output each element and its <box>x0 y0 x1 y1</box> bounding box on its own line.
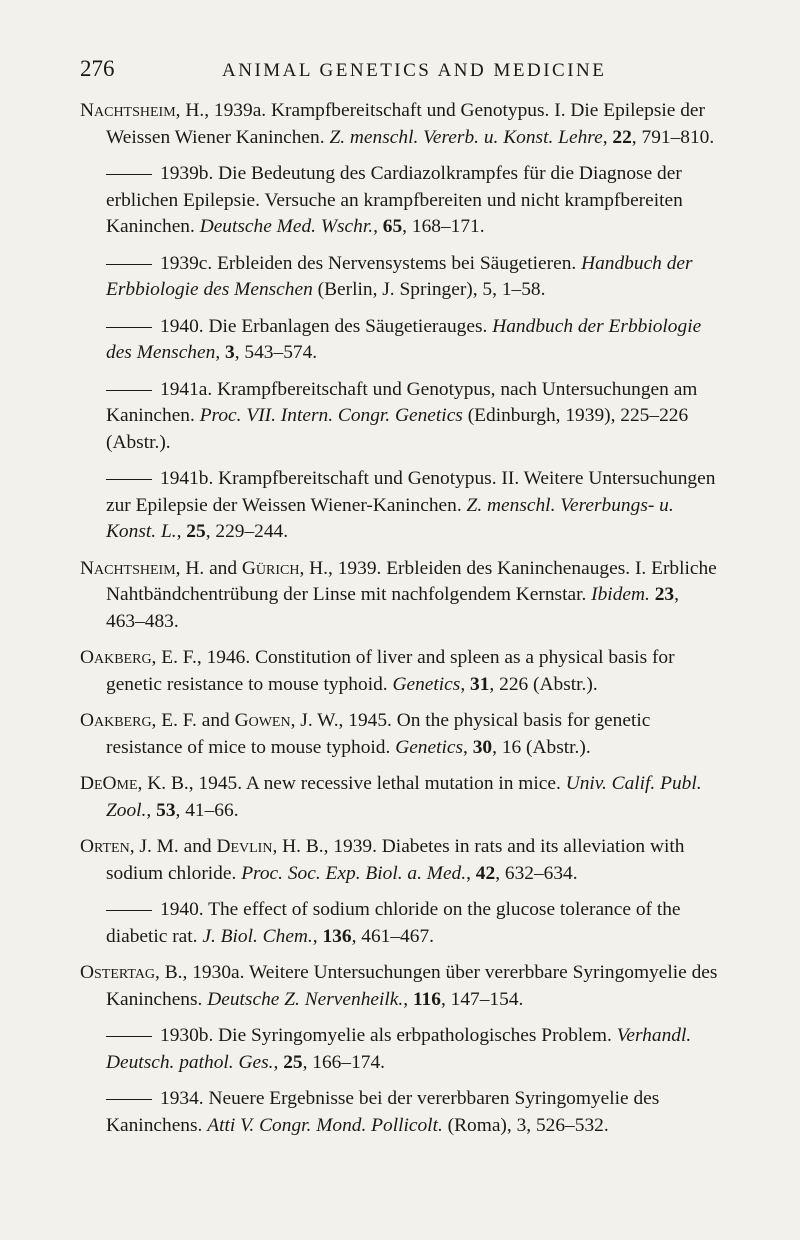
entry-journal: Z. menschl. Vererbungs- u. Konst. L. <box>106 494 674 542</box>
entry-pages: , 41–66. <box>175 799 239 821</box>
entry-text: 1939c. Erbleiden des Nervensystems bei Säugetieren. <box>160 252 582 274</box>
entry-pages: , 229–244. <box>205 521 289 542</box>
entry-text: , <box>463 736 473 758</box>
entry-journal: Z. menschl. Vererb. u. Konst. Lehre <box>329 126 603 148</box>
entry-journal: Genetics <box>392 673 461 695</box>
entry-text: , 1945. On the physical basis for genetic resistance of mice to mouse typhoid. <box>106 710 651 758</box>
entry-pages: , 166–174. <box>302 1051 386 1073</box>
entry-text: (Berlin, J. Springer), 5, 1–58. <box>312 279 546 300</box>
entry-text: 1941b. Krampfbereitschaft und Genotypus. II. Weitere Untersuchungen zur Epilepsie der Weissen Wiener-Kaninchen. <box>106 468 716 516</box>
entry-author: Nachtsheim, H. <box>80 100 205 121</box>
ditto-dash <box>106 327 152 328</box>
entry-text: , <box>466 862 476 884</box>
entry-text: , <box>460 673 471 695</box>
entry-author: Oakberg, E. F. <box>80 710 197 731</box>
entry-journal: Univ. Calif. Publ. Zool. <box>106 773 702 821</box>
entry-volume: 53 <box>156 799 176 821</box>
entry-coauthor: Devlin, H. B. <box>216 836 324 857</box>
bibliography-entry <box>80 251 720 304</box>
entry-journal: Ibidem. <box>591 584 650 605</box>
bibliography-entry <box>80 960 720 1013</box>
bibliography-entry <box>80 377 720 457</box>
bibliography-entry <box>80 645 720 698</box>
bibliography-entry <box>80 314 720 367</box>
entry-pages: , 543–574. <box>234 342 318 363</box>
entry-text: , 1939a. Krampfbereitschaft und Genotypus. I. Die Epilepsie der Weissen Wiener Kaninchen. <box>106 100 705 148</box>
entry-text: , 1946. Constitution of liver and spleen as a physical basis for genetic resistance to mouse typhoid. <box>106 647 675 695</box>
bibliography-entry <box>80 466 720 546</box>
entry-author: DeOme, K. B. <box>80 773 189 794</box>
entry-volume: 42 <box>475 862 496 884</box>
entry-pages: , 461–467. <box>351 925 434 947</box>
entry-text: , <box>373 216 383 237</box>
entry-text: and <box>178 836 217 857</box>
entry-journal: Proc. Soc. Exp. Biol. a. Med. <box>241 862 467 884</box>
ditto-dash <box>106 1036 152 1037</box>
entry-coauthor: Gürich, H. <box>241 557 329 579</box>
entry-journal: Proc. VII. Intern. Congr. Genetics <box>199 405 463 426</box>
entry-pages: , 463–483. <box>106 584 679 632</box>
entry-pages: , 791–810. <box>631 126 715 148</box>
entry-text: 1940. The effect of sodium chloride on the glucose tolerance of the diabetic rat. <box>106 899 681 947</box>
entry-pages: , 168–171. <box>402 216 485 237</box>
entry-author: Nachtsheim, H. <box>80 557 205 579</box>
entry-volume: 65 <box>382 216 403 237</box>
entry-text: 1934. Neuere Ergebnisse bei der vererbbaren Syringomyelie des Kaninchens. <box>106 1088 660 1136</box>
ditto-dash <box>106 479 152 480</box>
page-number: 276 <box>80 56 115 81</box>
entry-text: (Roma), 3, 526–532. <box>442 1114 609 1136</box>
entry-volume: 30 <box>472 736 493 758</box>
entry-coauthor: Gowen, J. W. <box>234 710 339 731</box>
entry-volume: 136 <box>322 925 352 947</box>
ditto-dash <box>106 264 152 265</box>
entry-journal: Verhandl. Deutsch. pathol. Ges. <box>106 1025 692 1073</box>
entry-text: , 1939. Erbleiden des Kaninchenauges. I. Erbliche Nahtbändchentrübung der Linse mit nachfolgendem Kernstar. <box>106 557 717 605</box>
bibliography-entry <box>80 1023 720 1076</box>
page-header <box>80 56 720 92</box>
entry-volume: 31 <box>470 673 490 695</box>
bibliography-entry <box>80 98 720 151</box>
entry-text: and <box>204 557 242 579</box>
entry-text: (Edinburgh, 1939), 225–226 (Abstr.). <box>106 405 689 453</box>
running-title: ANIMAL GENETICS AND MEDICINE <box>222 60 607 81</box>
bibliography-entry <box>80 897 720 950</box>
entry-pages: , 632–634. <box>495 862 578 884</box>
bibliography-entry <box>80 161 720 241</box>
entry-text: 1939b. Die Bedeutung des Cardiazolkrampfes für die Diagnose der erblichen Epilepsie. Versuche an krampfbereiten und nicht krampfbereiten Kaninchen. <box>106 163 683 237</box>
entry-author: Oakberg, E. F. <box>80 647 197 668</box>
entry-volume: 23 <box>654 584 675 605</box>
entry-journal: Deutsche Z. Nervenheilk. <box>207 988 404 1010</box>
ditto-dash <box>106 174 152 175</box>
entry-pages: , 147–154. <box>440 988 524 1010</box>
entry-author: Orten, J. M. <box>80 836 179 857</box>
bibliography-entry <box>80 771 720 824</box>
ditto-dash <box>106 910 152 911</box>
entry-text: , 1930a. Weitere Untersuchungen über vererbbare Syringomyelie des Kaninchens. <box>106 962 718 1010</box>
entry-text: 1940. Die Erbanlagen des Säugetierauges. <box>160 315 493 337</box>
entry-volume: 116 <box>412 988 441 1010</box>
entry-volume: 3 <box>225 342 235 363</box>
bibliography-entry <box>80 1086 720 1139</box>
bibliography-list <box>80 98 720 1139</box>
entry-text: , <box>273 1051 284 1073</box>
entry-journal: J. Biol. Chem. <box>202 925 313 947</box>
entry-text: , 1945. A new recessive lethal mutation in mice. <box>188 773 566 794</box>
entry-journal: Handbuch der Erbbiologie des Menschen <box>106 315 702 363</box>
entry-volume: 25 <box>186 521 206 542</box>
bibliography-entry <box>80 556 720 636</box>
entry-text: , <box>146 799 157 821</box>
entry-journal: Deutsche Med. Wschr. <box>199 216 374 237</box>
entry-journal: Atti V. Congr. Mond. Pollicolt. <box>207 1114 443 1136</box>
entry-text: , <box>602 126 613 148</box>
entry-pages: , 16 (Abstr.). <box>492 736 591 758</box>
entry-journal: Handbuch der Erbbiologie des Menschen <box>106 252 693 300</box>
entry-text: , <box>176 521 187 542</box>
entry-volume: 25 <box>283 1051 303 1073</box>
bibliography-entry <box>80 834 720 887</box>
ditto-dash <box>106 390 152 391</box>
entry-text: , 1939. Diabetes in rats and its alleviation with sodium chloride. <box>106 836 685 884</box>
bibliography-entry <box>80 708 720 761</box>
ditto-dash <box>106 1099 152 1100</box>
entry-volume: 22 <box>612 126 632 148</box>
entry-text: and <box>196 710 235 731</box>
entry-text: , <box>403 988 413 1010</box>
entry-text: 1941a. Krampfbereitschaft und Genotypus, nach Untersuchungen am Kaninchen. <box>106 378 698 426</box>
entry-text: 1930b. Die Syringomyelie als erbpathologisches Problem. <box>160 1025 617 1046</box>
entry-pages: , 226 (Abstr.). <box>489 673 598 695</box>
entry-text: , <box>215 342 226 363</box>
entry-author: Ostertag, B. <box>80 962 183 983</box>
entry-journal: Genetics <box>395 736 464 758</box>
entry-text: , <box>312 925 323 947</box>
